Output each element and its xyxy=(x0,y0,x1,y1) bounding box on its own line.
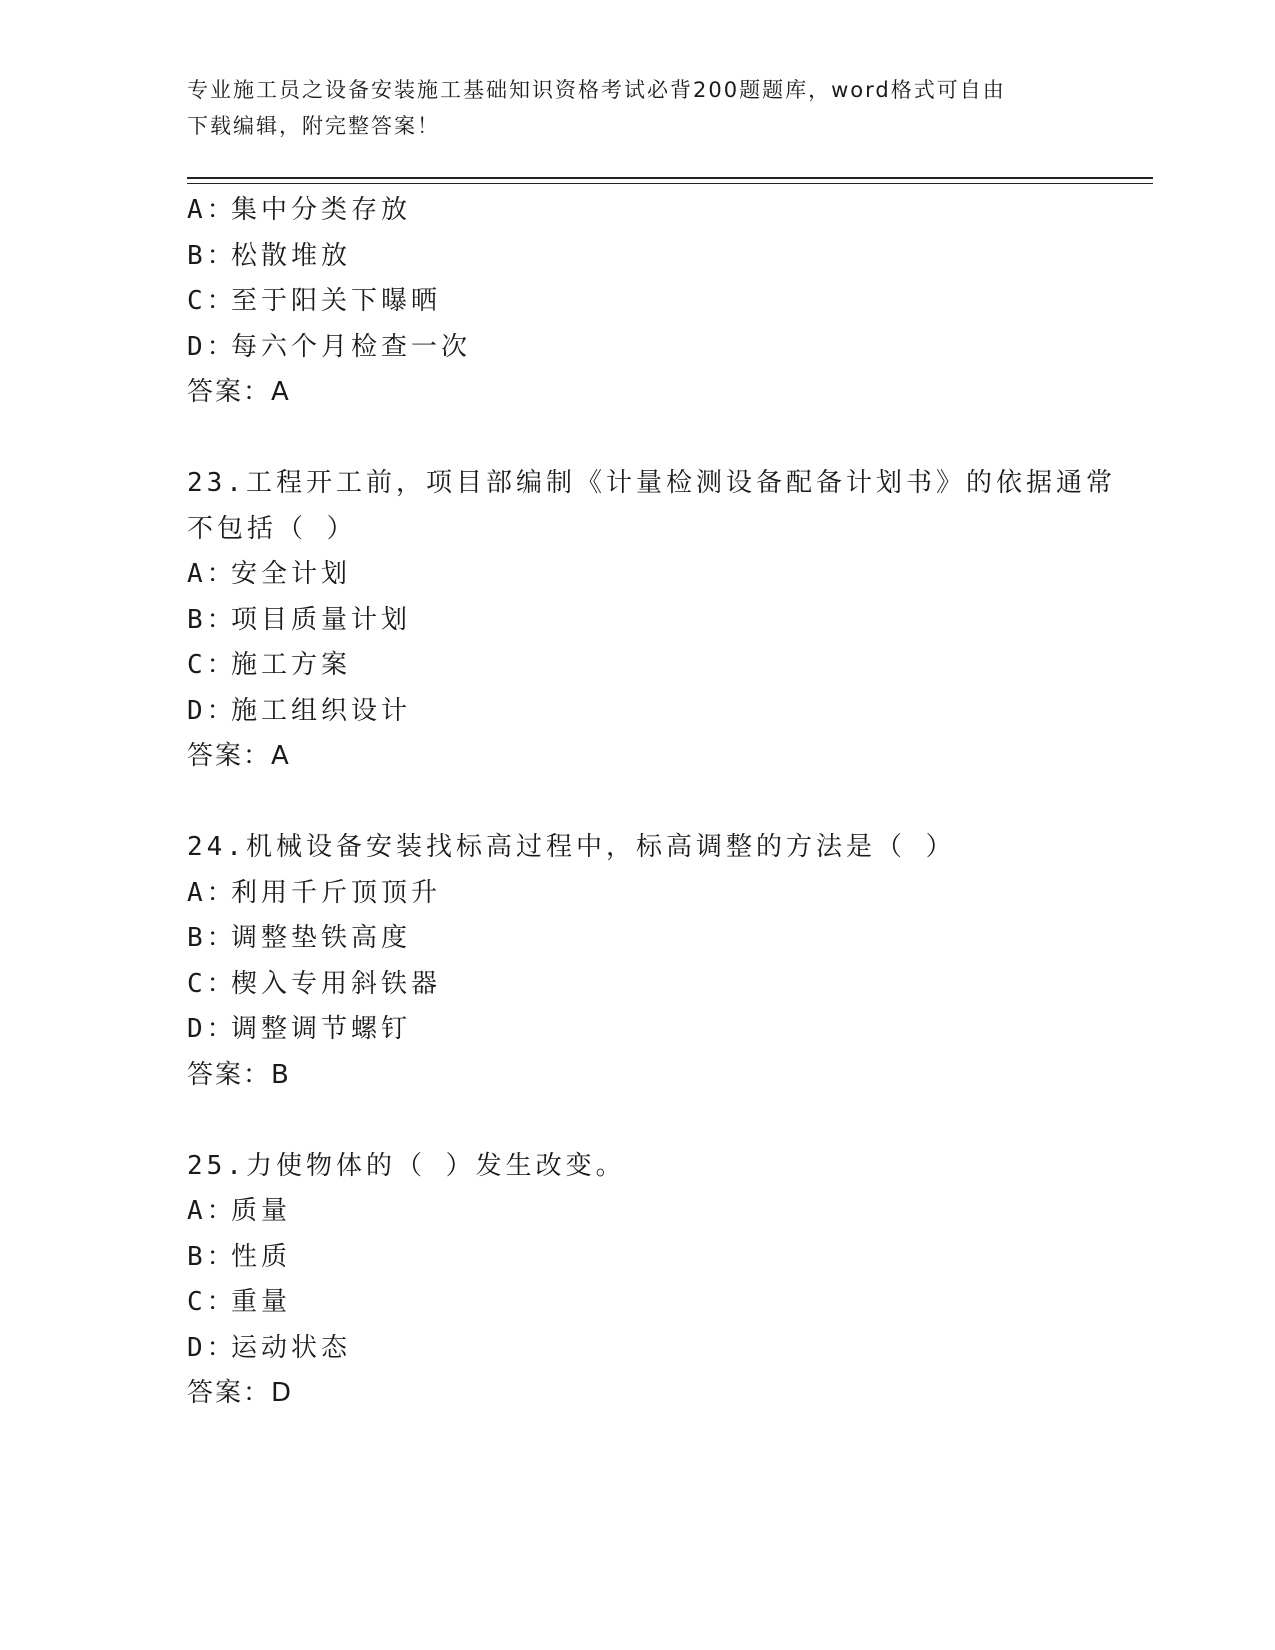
option-text: 施工方案 xyxy=(231,650,352,680)
header-title-line-1: 专业施工员之设备安装施工基础知识资格考试必背200题题库，word格式可自由 xyxy=(187,78,1006,102)
question-block-24 xyxy=(187,825,1087,1098)
question-stem: 24.机械设备安装找标高过程中，标高调整的方法是（ ） xyxy=(187,832,956,862)
option-key: A： xyxy=(187,1196,237,1226)
option-d xyxy=(187,689,1087,735)
option-c xyxy=(187,962,1087,1008)
option-b xyxy=(187,916,1087,962)
option-text: 项目质量计划 xyxy=(231,604,412,635)
option-key: A： xyxy=(187,195,237,225)
question-stem: 23.工程开工前，项目部编制《计量检测设备配备计划书》的依据通常 xyxy=(187,468,1116,498)
answer-line: 答案：A xyxy=(187,741,291,771)
question-block-prev xyxy=(187,188,1087,416)
option-text: 利用千斤顶顶升 xyxy=(231,877,442,908)
header-divider-thick xyxy=(187,177,1153,179)
option-text: 性质 xyxy=(231,1241,292,1272)
option-text: 集中分类存放 xyxy=(231,195,412,225)
option-c xyxy=(187,279,1087,325)
option-text: 调整调节螺钉 xyxy=(231,1014,412,1044)
option-key: B： xyxy=(187,1241,237,1272)
answer-line: 答案：A xyxy=(187,377,291,407)
option-key: C： xyxy=(187,1287,237,1317)
option-key: B： xyxy=(187,604,237,635)
question-block-23 xyxy=(187,461,1116,780)
option-key: B： xyxy=(187,923,237,953)
option-key: D： xyxy=(187,1332,237,1363)
option-text: 楔入专用斜铁器 xyxy=(231,968,442,999)
header-divider-thin xyxy=(187,183,1153,184)
option-text: 每六个月检查一次 xyxy=(231,331,472,362)
option-text: 运动状态 xyxy=(231,1332,352,1363)
option-key: D： xyxy=(187,1014,237,1044)
question-stem: 25.力使物体的（ ）发生改变。 xyxy=(187,1150,626,1181)
option-d xyxy=(187,1326,1087,1372)
question-block-25 xyxy=(187,1144,1087,1417)
document-header xyxy=(187,72,1067,144)
option-d xyxy=(187,325,1087,371)
option-key: D： xyxy=(187,331,237,362)
option-a xyxy=(187,1189,1087,1235)
option-text: 质量 xyxy=(231,1196,292,1226)
option-a xyxy=(187,552,1087,598)
question-spacer xyxy=(187,1098,1087,1144)
question-list xyxy=(187,188,1116,1417)
question-spacer xyxy=(187,780,1087,826)
option-c xyxy=(187,1280,1087,1326)
option-text: 至于阳关下曝晒 xyxy=(231,286,442,316)
option-text: 调整垫铁高度 xyxy=(231,923,412,953)
header-title-line-2: 下载编辑，附完整答案！ xyxy=(187,114,440,138)
option-key: C： xyxy=(187,650,237,680)
option-d xyxy=(187,1007,1087,1053)
option-b xyxy=(187,1235,1087,1281)
option-key: A： xyxy=(187,877,237,908)
option-text: 松散堆放 xyxy=(231,240,352,271)
option-key: A： xyxy=(187,559,237,589)
option-key: D： xyxy=(187,695,237,726)
option-key: C： xyxy=(187,286,237,316)
answer-line: 答案：B xyxy=(187,1059,291,1090)
option-text: 施工组织设计 xyxy=(231,695,412,726)
option-text: 重量 xyxy=(231,1287,292,1317)
option-c xyxy=(187,643,1087,689)
question-stem-continued: 不包括（ ） xyxy=(187,513,357,544)
option-text: 安全计划 xyxy=(231,559,352,589)
option-a xyxy=(187,871,1087,917)
answer-line: 答案：D xyxy=(187,1378,294,1408)
option-key: C： xyxy=(187,968,237,999)
option-a xyxy=(187,188,1087,234)
option-key: B： xyxy=(187,240,237,271)
question-spacer xyxy=(187,416,1087,462)
option-b xyxy=(187,234,1087,280)
option-b xyxy=(187,598,1087,644)
